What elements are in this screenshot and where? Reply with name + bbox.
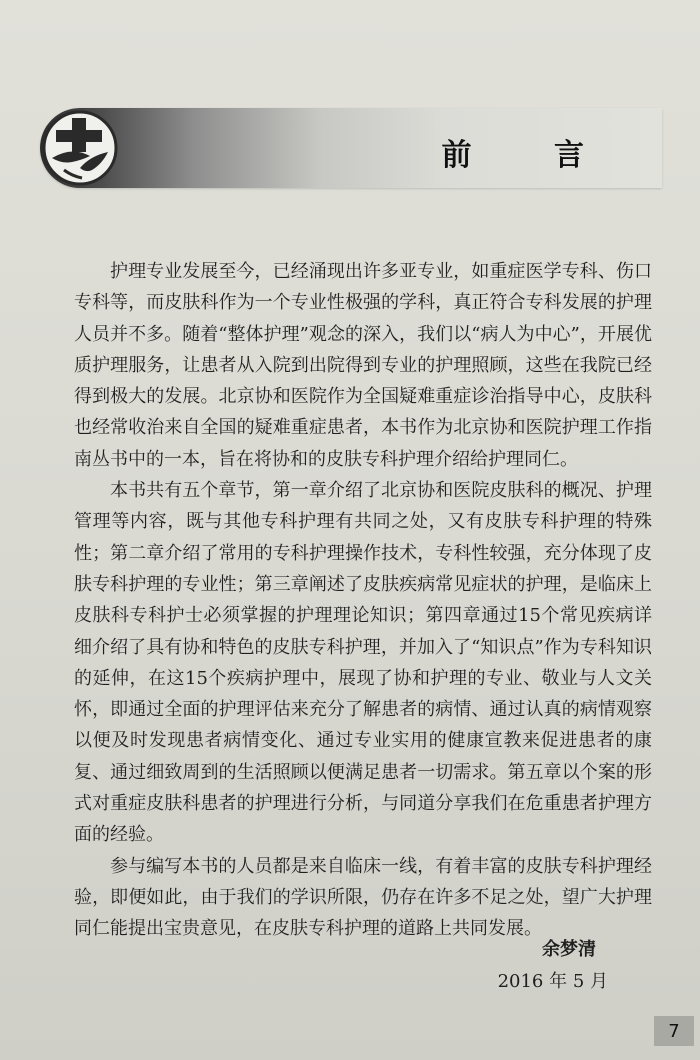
paragraph: 护理专业发展至今，已经涌现出许多亚专业，如重症医学专科、伤口专科等，而皮肤科作为一个专业性极强的学科，真正符合专科发展的护理人员并不多。随着“整体护理”观念的深入，我们以“病人为中心”，开展优质护理服务，让患者从入院到出院得到专业的护理照顾，这些在我院已经得到极大的发展。北京协和医院作为全国疑难重症诊治指导中心，皮肤科也经常收治来自全国的疑难重症患者，本书作为北京协和医院护理工作指南丛书中的一本，旨在将协和的皮肤专科护理介绍给护理同仁。 xyxy=(74,261,652,470)
paragraph: 参与编写本书的人员都是来自临床一线，有着丰富的皮肤专科护理经验，即便如此，由于我们的学识所限，仍存在许多不足之处，望广大护理同仁能提出宝贵意见，在皮肤专科护理的道路上共同发展。 xyxy=(74,855,652,940)
paragraph: 本书共有五个章节，第一章介绍了北京协和医院皮肤科的概况、护理管理等内容，既与其他专科护理有共同之处，又有皮肤专科护理的特殊性；第二章介绍了常用的专科护理操作技术，专科性较强，充分体现了皮肤专科护理的专业性；第三章阐述了皮肤疾病常见症状的护理，是临床上皮肤科专科护士必须掌握的护理理论知识；第四章通过15个常见疾病详细介绍了具有协和特色的皮肤专科护理，并加入了“知识点”作为专科知识的延伸，在这15个疾病护理中，展现了协和护理的专业、敬业与人文关怀，即通过全面的护理评估来充分了解患者的病情、通过认真的病情观察以便及时发现患者病情变化、通过专业实用的健康宣教来促进患者的康复、通过细致周到的生活照顾以便满足患者一切需求。第五章以个案的形式对重症皮肤科患者的护理进行分析，与同道分享我们在危重患者护理方面的经验。 xyxy=(74,480,652,846)
hospital-cross-bird-logo-icon xyxy=(42,110,118,186)
page-title: 前 言 xyxy=(441,138,620,173)
signature-date: 2016 年 5 月 xyxy=(497,971,608,992)
author-name: 余梦清 xyxy=(542,939,596,960)
preface-body xyxy=(74,256,652,945)
page-number: 7 xyxy=(654,1016,694,1046)
